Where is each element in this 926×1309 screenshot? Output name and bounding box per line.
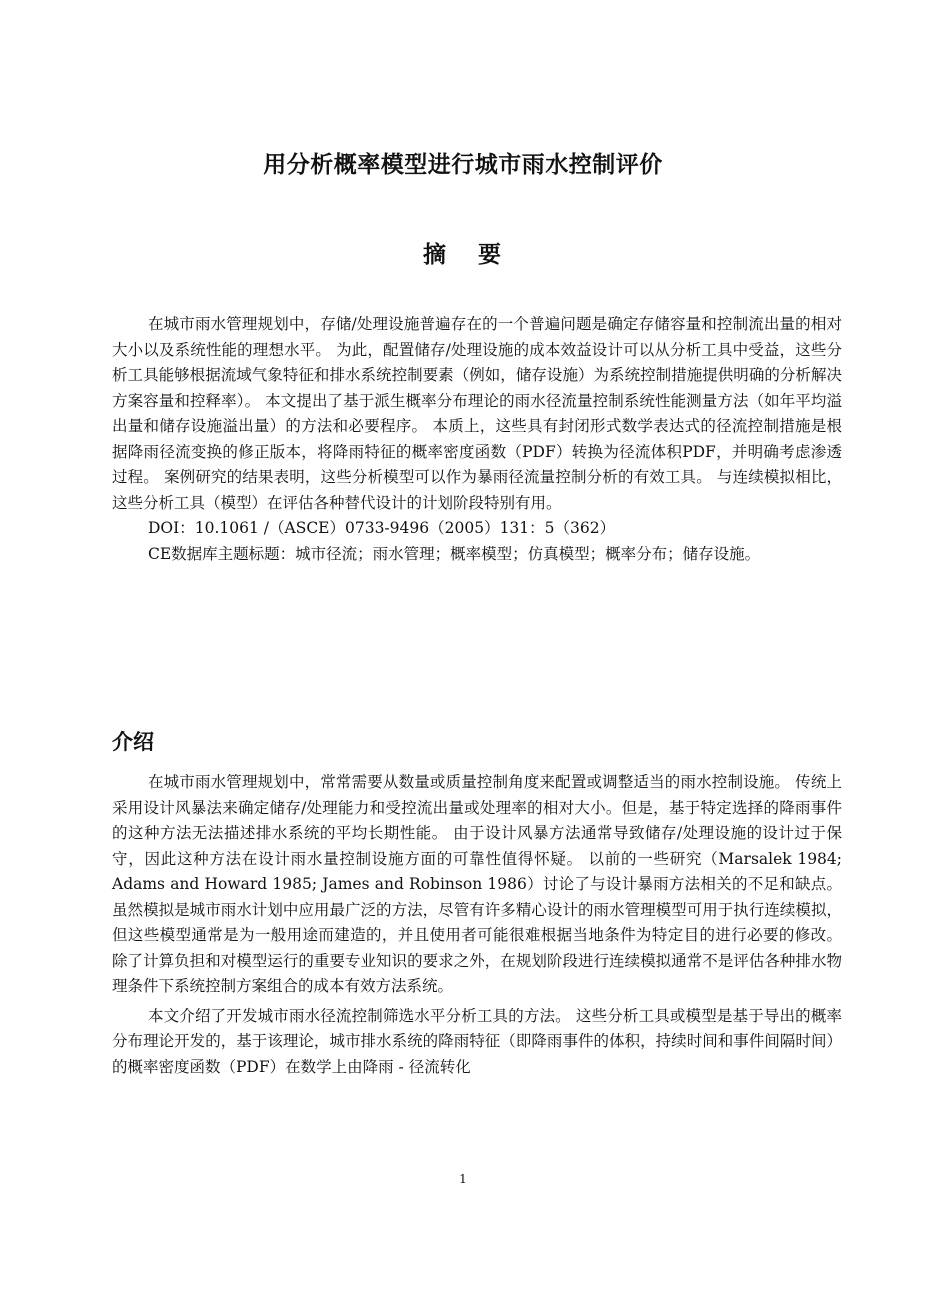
abstract-section bbox=[112, 312, 842, 567]
introduction-paragraph-2: 本文介绍了开发城市雨水径流控制筛选水平分析工具的方法。 这些分析工具或模型是基于导出的概率分布理论开发的，基于该理论，城市排水系统的降雨特征（即降雨事件的体积，持续时间和事件间隔时间）的概率密度函数（PDF）在数学上由降雨 - 径流转化 bbox=[112, 1006, 842, 1076]
abstract-paragraph: 在城市雨水管理规划中，存储/处理设施普遍存在的一个普遍问题是确定存储容量和控制流出量的相对大小以及系统性能的理想水平。 为此，配置储存/处理设施的成本效益设计可以从分析工具中受益，这些分析工具能够根据流域气象特征和排水系统控制要素（例如，储存设施）为系统控制措施提供明确的分析解决方案容量和控释率）。 本文提出了基于派生概率分布理论的雨水径流量控制系统性能测量方法（如年平均溢出量和储存设施溢出量）的方法和必要程序。 本质上，这些具有封闭形式数学表达式的径流控制措施是根据降雨径流变换的修正版本，将降雨特征的概率密度函数（PDF）转换为径流体积PDF，并明确考虑渗透过程。 案例研究的结果表明，这些分析模型可以作为暴雨径流量控制分析的有效工具。 与连续模拟相比，这些分析工具（模型）在评估各种替代设计的计划阶段特别有用。 bbox=[112, 315, 842, 512]
page-number: 1 bbox=[459, 1172, 467, 1186]
subject-headings-line: CE数据库主题标题：城市径流；雨水管理；概率模型；仿真模型；概率分布；储存设施。 bbox=[148, 544, 761, 563]
abstract-heading: 摘 要 bbox=[422, 242, 513, 268]
introduction-section bbox=[112, 770, 842, 1080]
document-title: 用分析概率模型进行城市雨水控制评价 bbox=[263, 152, 663, 178]
introduction-heading: 介绍 bbox=[112, 730, 154, 754]
doi-line: DOI：10.1061 /（ASCE）0733-9496（2005）131：5（362） bbox=[148, 519, 616, 537]
introduction-paragraph-1: 在城市雨水管理规划中，常常需要从数量或质量控制角度来配置或调整适当的雨水控制设施。 传统上采用设计风暴法来确定储存/处理能力和受控流出量或处理率的相对大小。但是，基于特定选择的降雨事件的这种方法无法描述排水系统的平均长期性能。 由于设计风暴方法通常导致储存/处理设施的设计过于保守，因此这种方法在设计雨水量控制设施方面的可靠性值得怀疑。 以前的一些研究（Marsalek 1984; Adams and Howard 1985; James and Robinson 1986）讨论了与设计暴雨方法相关的不足和缺点。 虽然模拟是城市雨水计划中应用最广泛的方法，尽管有许多精心设计的雨水管理模型可用于执行连续模拟，但这些模型通常是为一般用途而建造的，并且使用者可能很难根据当地条件为特定目的进行必要的修改。 除了计算负担和对模型运行的重要专业知识的要求之外，在规划阶段进行连续模拟通常不是评估各种排水物理条件下系统控制方案组合的成本有效方法系统。 bbox=[112, 773, 842, 995]
